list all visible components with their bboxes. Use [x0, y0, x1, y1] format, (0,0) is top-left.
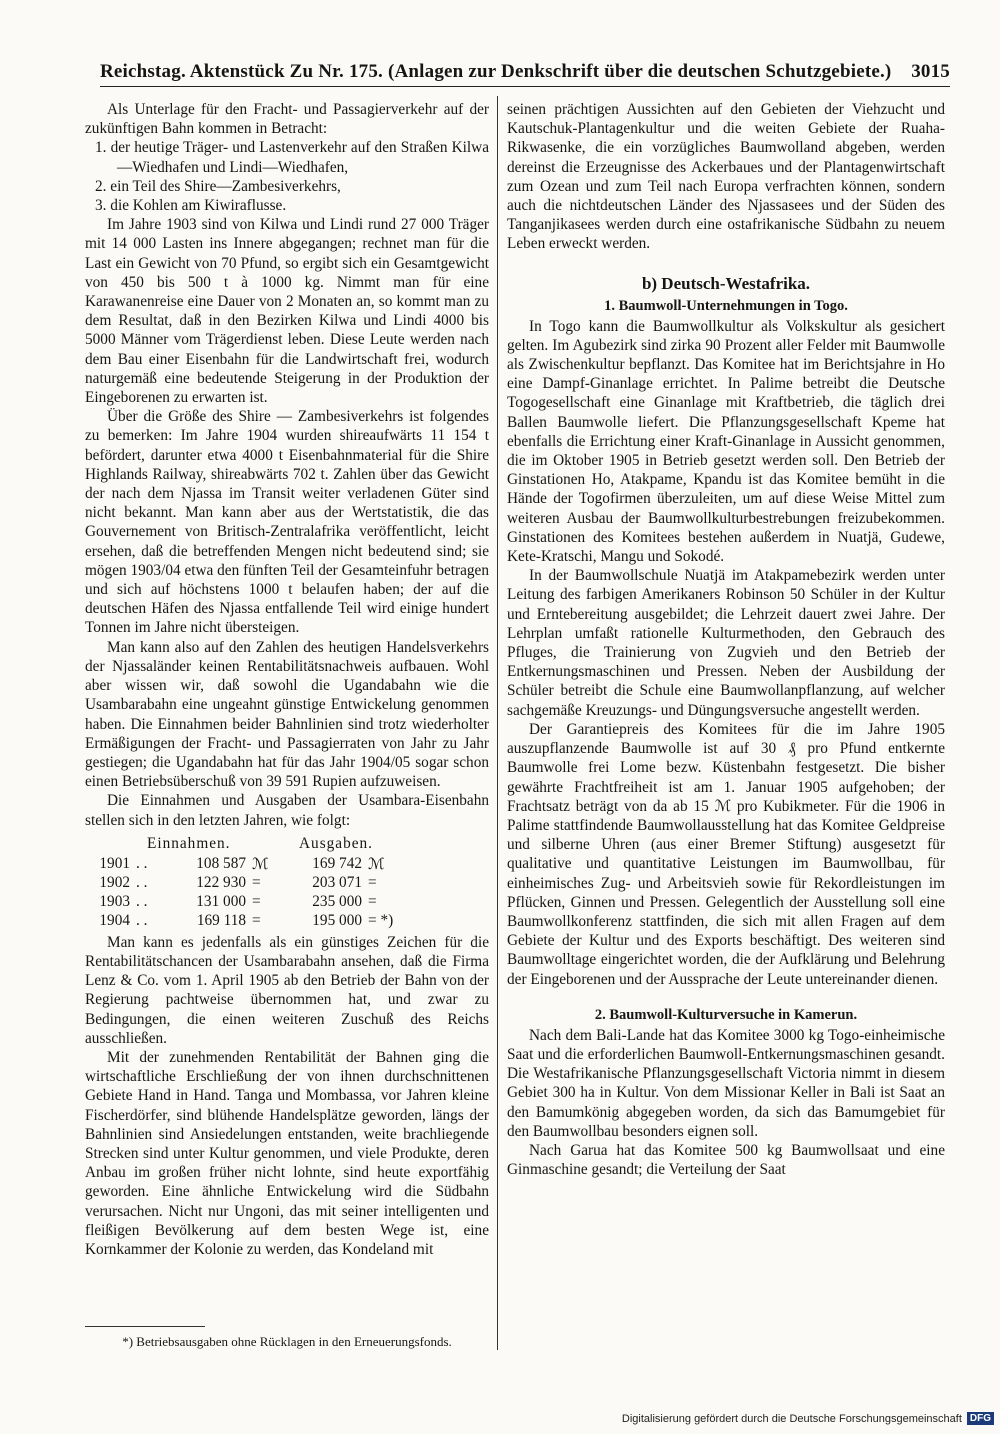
cell-unit: = [252, 912, 261, 930]
paragraph: Man kann also auf den Zahlen des heutigen Handelsverkehrs der Njassaländer keinen Rentabilitätsnachweis aufbauen. Wohl aber wissen wir, daß sowohl die Ugandabahn wie die Usambarabahn eine ungeahnt günstige Entwickelung genommen haben. Die Einnahmen beider Bahnlinien sind trotz wiederholter Ermäßigungen der Fracht- und Passagierraten von Jahr zu Jahr gestiegen; die Ugandabahn hat für das Jahr 1904/05 sogar schon einen Betriebsüberschuß von 39 591 Rupien aufzuweisen. [85, 638, 489, 791]
right-column [507, 100, 945, 1179]
paragraph: Über die Größe des Shire — Zambesiverkehrs ist folgendes zu bemerken: Im Jahre 1904 wurden shireaufwärts 11 154 t befördert, darunter etwa 4000 t Eisenbahnmaterial für die Shire Highlands Railway, shireabwärts 702 t. Zahlen über das Gewicht der nach dem Njassa im Transit weiter verladenen Güter sind nicht bekannt. Man kann aber aus der Wertstatistik, die das Gouvernement von Britisch-Zentralafrika veröffentlicht, leicht ersehen, daß die betreffenden Mengen nicht bedeutend sind; sie mögen 1903/04 etwa den fünften Teil der Gesamteinfuhr betragen und sich auf höchstens 1000 t belaufen haben; der auf die deutschen Häfen des Njassa entfallende Teil wird einige hundert Tonnen im Jahre nicht übersteigen. [85, 408, 489, 637]
table-row [85, 912, 489, 931]
list-item: 3. die Kohlen am Kiwiraflusse. [95, 197, 287, 215]
header-income: Einnahmen. [147, 834, 231, 852]
cell-dots: . . [136, 874, 148, 892]
subsection-heading: 2. Baumwoll-Kulturversuche in Kamerun. [594, 1006, 858, 1023]
paragraph: seinen prächtigen Aussichten auf den Gebieten der Viehzucht und Kautschuk-Plantagenkultur und die weiten Gebiete der Ruaha-Rikwasenke, die ein vorzügliches Baumwolland abgeben, werden dereinst die Erzeugnisse des Ackerbaues und der Plantagenwirtschaft zum Ozean und zum Teil nach Europa verfrachten können, sondern auch die nichtdeutschen Länder des Njassasees und der Süden des Tanganjikasees werden durch eine ostafrikanische Südbahn zu neuem Leben erweckt werden. [507, 101, 945, 253]
table-row [85, 874, 489, 893]
cell-unit: ℳ [368, 855, 385, 873]
list-item: 1. der heutige Träger- und Lastenverkehr auf den Straßen Kilwa—Wiedhafen und Lindi—Wiedhafen, [95, 139, 489, 176]
cell-year: 1902 [99, 874, 130, 892]
paragraph: Der Garantiepreis des Komitees für die im Jahre 1905 auszupflanzende Baumwolle ist auf 30 ₰ pro Pfund entkernte Baumwolle frei Lome bezw. Küstenbahn festgesetzt. Die bisher gewährte Frachtfreiheit ist am 1. Januar 1905 aufgehoben; der Frachtsatz beträgt von da ab 15 ℳ pro Kubikmeter. Für die 1906 in Palime stattfindende Baumwollausstellung hat das Komitee Geldpreise und silberne Uhren (aus einer Bremer Stiftung) ausgesetzt für qualitative und quantitative Leistungen im Baumwollbau, für einheimisches Zug- und Arbeitsvieh sowie für Rekordleistungen im Pflücken, Ginnen und Pressen. Gelegentlich der Ausstellung soll eine Baumwollkonferenz stattfinden, die sich mit allen Fragen auf dem Gebiete der Kultur und des Exports beschäftigt. Des weiteren sind Baumwolltage eingerichtet worden, die der Aufklärung und Belehrung der Eingeborenen und der Aussprache der Leute untereinander dienen. [507, 720, 945, 988]
cell-dots: . . [136, 855, 148, 873]
page-number: 3015 [911, 61, 950, 82]
cell-year: 1903 [99, 893, 130, 911]
revenue-table [85, 833, 489, 931]
digitization-credit [622, 1412, 994, 1425]
credit-text: Digitalisierung gefördert durch die Deutsche Forschungsgemeinschaft [621, 1412, 962, 1425]
cell-dots: . . [136, 893, 148, 911]
running-title: Reichstag. Aktenstück Zu Nr. 175. (Anlagen zur Denkschrift über die deutschen Schutzgebiete.) [100, 61, 892, 82]
paragraph: Mit der zunehmenden Rentabilität der Bahnen ging die wirtschaftliche Erschließung der von ihnen durchschnittenen Gebiete Hand in Hand. Tanga und Mombassa, vor Jahren kleine Fischerdörfer, sind blühende Handelsplätze geworden, längs der Bahnlinien sind Ansiedelungen entstanden, weite brachliegende Strecken sind unter Kultur genommen, und viele Produkte, deren Anbau im großen früher nicht lohnte, sind heute exportfähig geworden. Eine ähnliche Entwickelung wird die Südbahn verursachen. Nicht nur Ungoni, das mit seiner intelligenten und fleißigen Bevölkerung auf dem besten Wege ist, eine Kornkammer der Kolonie zu werden, das Kondeland mit [85, 1048, 489, 1258]
cell-unit: = [252, 893, 261, 911]
page-header [100, 58, 950, 87]
paragraph: Als Unterlage für den Fracht- und Passagierverkehr auf der zukünftigen Bahn kommen in Betracht: [85, 101, 489, 138]
paragraph: Im Jahre 1903 sind von Kilwa und Lindi rund 27 000 Träger mit 14 000 Lasten ins Innere abgegangen; rechnet man für die Last ein Gewicht von 70 Pfund, so ergibt sich ein Gesamtgewicht von 450 bis 500 t à 1000 kg. Nimmt man für eine Karawanenreise eine Dauer von 2 Monaten an, so kommt man zu dem Resultat, daß in den Bezirken Kilwa und Lindi 4000 bis 5000 Männer vom Trägerdienst leben. Diese Leute werden nach dem Bau einer Eisenbahn für die Landwirtschaft frei, wodurch naturgemäß eine bedeutende Steigerung in der Produktion der Eingeborenen zu erwarten ist. [85, 216, 489, 407]
table-header [85, 833, 489, 855]
cell-income: 169 118 [196, 912, 246, 930]
cell-income: 122 930 [196, 874, 246, 892]
table-row [85, 893, 489, 912]
cell-income: 131 000 [196, 893, 246, 911]
dfg-logo: DFG [967, 1412, 994, 1425]
paragraph: Man kann es jedenfalls als ein günstiges Zeichen für die Rentabilitätschancen der Usambarabahn ansehen, daß die Firma Lenz & Co. vom 1. April 1905 ab den Betrieb der Bahn von der Regierung pachtweise übernommen hat, und zwar zu Bedingungen, die einen weiteren Zuschuß des Reichs ausschließen. [85, 933, 489, 1047]
cell-dots: . . [136, 912, 148, 930]
transport-list [85, 138, 489, 215]
cell-unit: = [368, 893, 377, 911]
paragraph: Nach Garua hat das Komitee 500 kg Baumwollsaat und eine Ginmaschine gesandt; die Verteilung der Saat [507, 1141, 945, 1179]
cell-unit: = [368, 874, 377, 892]
column-divider [497, 96, 498, 1350]
cell-expenses: 169 742 [312, 855, 362, 873]
cell-expenses: 195 000 [312, 912, 362, 930]
paragraph: In Togo kann die Baumwollkultur als Volkskultur als gesichert gelten. Im Agubezirk sind zirka 90 Prozent aller Felder mit Baumwolle als Zwischenkultur bepflanzt. Das Komitee hat im Berichtsjahre in Ho eine Dampf-Ginanlage errichtet. In Palime betreibt die Deutsche Togogesellschaft eine Ginanlage mit Kraftbetrieb, die täglich drei Ballen Baumwolle liefert. Die Pflanzungsgesellschaft Kpeme hat ebenfalls die Errichtung einer Kraft-Ginanlage in Aussicht genommen, die im Oktober 1905 in Betrieb gesetzt werden soll. Den Betrieb der Ginstationen Ho, Atakpame, Kpandu ist das Komitee bemüht in die Hände der Togofirmen überzuleiten, um auf diese Weise Mittel zum weiteren Ausbau der Baumwollkulturbestrebungen freizubekommen. Ginstationen des Komitees bestehen außerdem in Nuatjä, Gudewe, Kete-Kratschi, Mangu und Sokodé. [507, 317, 945, 566]
cell-income: 108 587 [196, 855, 246, 873]
paragraph: Die Einnahmen und Ausgaben der Usambara-Eisenbahn stellen sich in den letzten Jahren, wie folgt: [85, 792, 489, 829]
cell-year: 1904 [99, 912, 130, 930]
cell-unit: = *) [368, 912, 394, 930]
list-item: 2. ein Teil des Shire—Zambesiverkehrs, [95, 177, 341, 195]
table-row [85, 855, 489, 874]
cell-year: 1901 [99, 855, 130, 873]
paragraph: In der Baumwollschule Nuatjä im Atakpamebezirk werden unter Leitung des farbigen Amerikaners Robinson 50 Schüler in der Kultur und Erntebereitung ausgebildet; die Lehrzeit dauert zwei Jahre. Der Lehrplan umfaßt rationelle Kulturmethoden, den Gebrauch des Pfluges, die Trainierung von Zugvieh und den Betrieb der Entkernungsmaschinen und Pressen. Neben der Ausbildung der Schüler betreibt die Schule eine Baumwollanpflanzung, auf welcher sachgemäße Kreuzungs- und Düngungsversuche angestellt werden. [507, 567, 945, 719]
subsection-heading: 1. Baumwoll-Unternehmungen in Togo. [604, 297, 848, 314]
cell-expenses: 235 000 [312, 893, 362, 911]
left-column [85, 100, 489, 1259]
footnote: *) Betriebsausgaben ohne Rücklagen in den Erneuerungsfonds. [122, 1334, 452, 1349]
paragraph: Nach dem Bali-Lande hat das Komitee 3000 kg Togo-einheimische Saat und die erforderlichen Baumwoll-Entkernungsmaschinen gesandt. Die Westafrikanische Pflanzungsgesellschaft Victoria nimmt in diesem Gebiet 300 ha in Kultur. Von dem Missionar Keller in Bali ist Saat an den Bamumkönig abgegeben worden, da sich das Bamumgebiet für den Baumwollbau besonders eignen soll. [507, 1026, 945, 1140]
header-expenses: Ausgaben. [299, 834, 373, 852]
footnote-rule [85, 1326, 205, 1327]
cell-expenses: 203 071 [312, 874, 362, 892]
cell-unit: = [252, 874, 261, 892]
section-heading: b) Deutsch-Westafrika. [641, 273, 811, 293]
cell-unit: ℳ [252, 855, 269, 873]
